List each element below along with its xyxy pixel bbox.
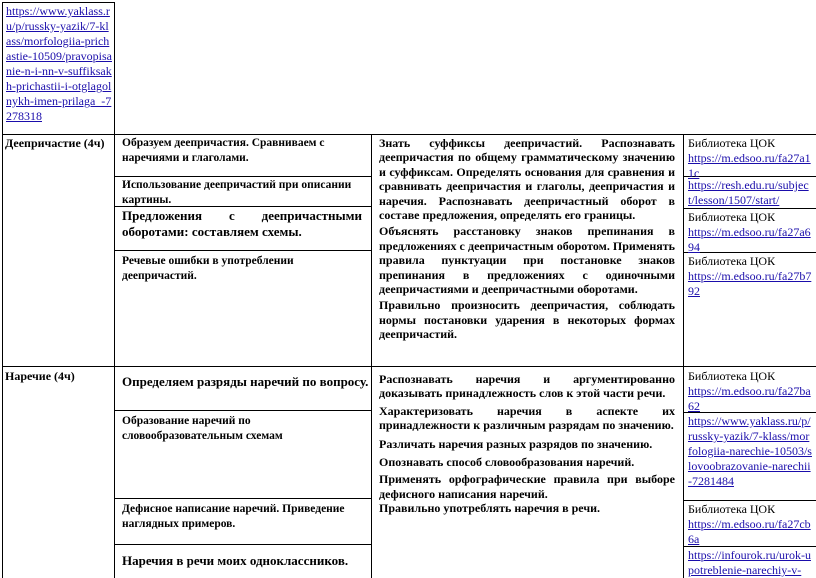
topic-cell: Наречия в речи моих одноклассников. — [122, 553, 349, 568]
edsoo-link[interactable]: https://m.edsoo.ru/fa27ba62 — [688, 384, 811, 413]
edsoo-link[interactable]: https://m.edsoo.ru/fa27a11c — [688, 151, 811, 180]
yaklass-narechie-link[interactable]: https://www.yaklass.ru/p/russky-yazik/7-klass/morfologiia-narechie-10503/slovoobrazovanie-narechii-7281484 — [688, 414, 812, 488]
cell-border — [683, 500, 816, 501]
topic-cell: Образование наречий по словообразовательным схемам — [122, 415, 283, 442]
topic-cell: Предложения с деепричастными оборотами: составляем схемы. — [122, 208, 362, 239]
topic-cell: Речевые ошибки в употреблении деепричастий. — [122, 255, 294, 282]
table-border — [683, 134, 684, 578]
resh-link[interactable]: https://resh.edu.ru/subject/lesson/1507/start/ — [688, 178, 809, 207]
table-border — [2, 2, 3, 578]
resource-cell: Библиотека ЦОК https://m.edsoo.ru/fa27a694 — [688, 210, 813, 252]
yaklass-prichastie-link[interactable]: https://www.yaklass.ru/p/russky-yazik/7-klass/morfologiia-prichastie-10509/pravopisanie-n-i-nn-v-suffiksakh-prichastii-i-otglagolnykh-imen-prilaga_-7278318 — [6, 4, 112, 123]
resource-cell: Библиотека ЦОК https://m.edsoo.ru/fa27cb6a — [688, 502, 813, 546]
cell-border — [114, 544, 371, 545]
edsoo-link[interactable]: https://m.edsoo.ru/fa27cb6a — [688, 517, 811, 546]
resource-cell — [688, 178, 813, 208]
table-border — [371, 134, 372, 578]
table-border — [2, 366, 816, 367]
section-title-narechie: Наречие (4ч) — [5, 369, 75, 383]
topic-cell: Дефисное написание наречий. Приведение наглядных примеров. — [122, 503, 345, 530]
table-border — [2, 134, 816, 135]
edsoo-link[interactable]: https://m.edsoo.ru/fa27b792 — [688, 269, 812, 298]
resource-cell: Библиотека ЦОК https://m.edsoo.ru/fa27a11c — [688, 136, 813, 176]
resource-cell — [688, 414, 813, 500]
activities-cell: Знать суффиксы деепричастий. Распознавать деепричастия по общему грамматическому значению и суффиксам. Определять основания для сравнения и сравнивать деепричастия и глаголы, деепричастия и наречия. Распознавать деепричастный оборот в составе предложения, определять его границы. Объяснять расстановку знаков препинания в предложениях с деепричастным оборотом. Применять правила пунктуации при постановке знаков препинания в предложениях с одиночными деепричастиями и деепричастными оборотами. Правильно произносить деепричастия, соблюдать нормы постановки ударения в некоторых формах деепричастий. — [379, 136, 675, 342]
topic-cell: Образуем деепричастия. Сравниваем с наречиями и глаголами. — [122, 137, 325, 164]
table-border — [114, 2, 115, 578]
cell-border — [114, 176, 371, 177]
cell-border — [114, 498, 371, 499]
topic-cell: Использование деепричастий при описании картины. — [122, 179, 352, 206]
resource-cell — [688, 548, 813, 578]
table-border — [2, 2, 114, 3]
section-title-deeprichastie: Деепричастие (4ч) — [5, 136, 105, 150]
topic-cell: Определяем разряды наречий по вопросу. — [122, 374, 369, 389]
cell-border — [114, 410, 371, 411]
activities-cell: Распознавать наречия и аргументированно доказывать принадлежность слов к этой части речи. Характеризовать наречия в аспекте их принадлежности к различным разрядам по значению. Различать наречия разных разрядов по значению. Опознавать способ словообразования наречий. Применять орфографические правила при выборе дефисного написания наречий. Правильно употреблять наречия в речи. — [379, 372, 675, 516]
resource-cell: Библиотека ЦОК https://m.edsoo.ru/fa27ba62 — [688, 369, 813, 411]
infourok-link[interactable]: https://infourok.ru/urok-upotreblenie-narechiy-v- — [688, 548, 811, 577]
cell-border — [114, 250, 371, 251]
edsoo-link[interactable]: https://m.edsoo.ru/fa27a694 — [688, 225, 811, 254]
resource-cell: Библиотека ЦОК https://m.edsoo.ru/fa27b792 — [688, 254, 812, 298]
top-link-cell — [6, 4, 112, 134]
cell-border — [683, 208, 816, 209]
